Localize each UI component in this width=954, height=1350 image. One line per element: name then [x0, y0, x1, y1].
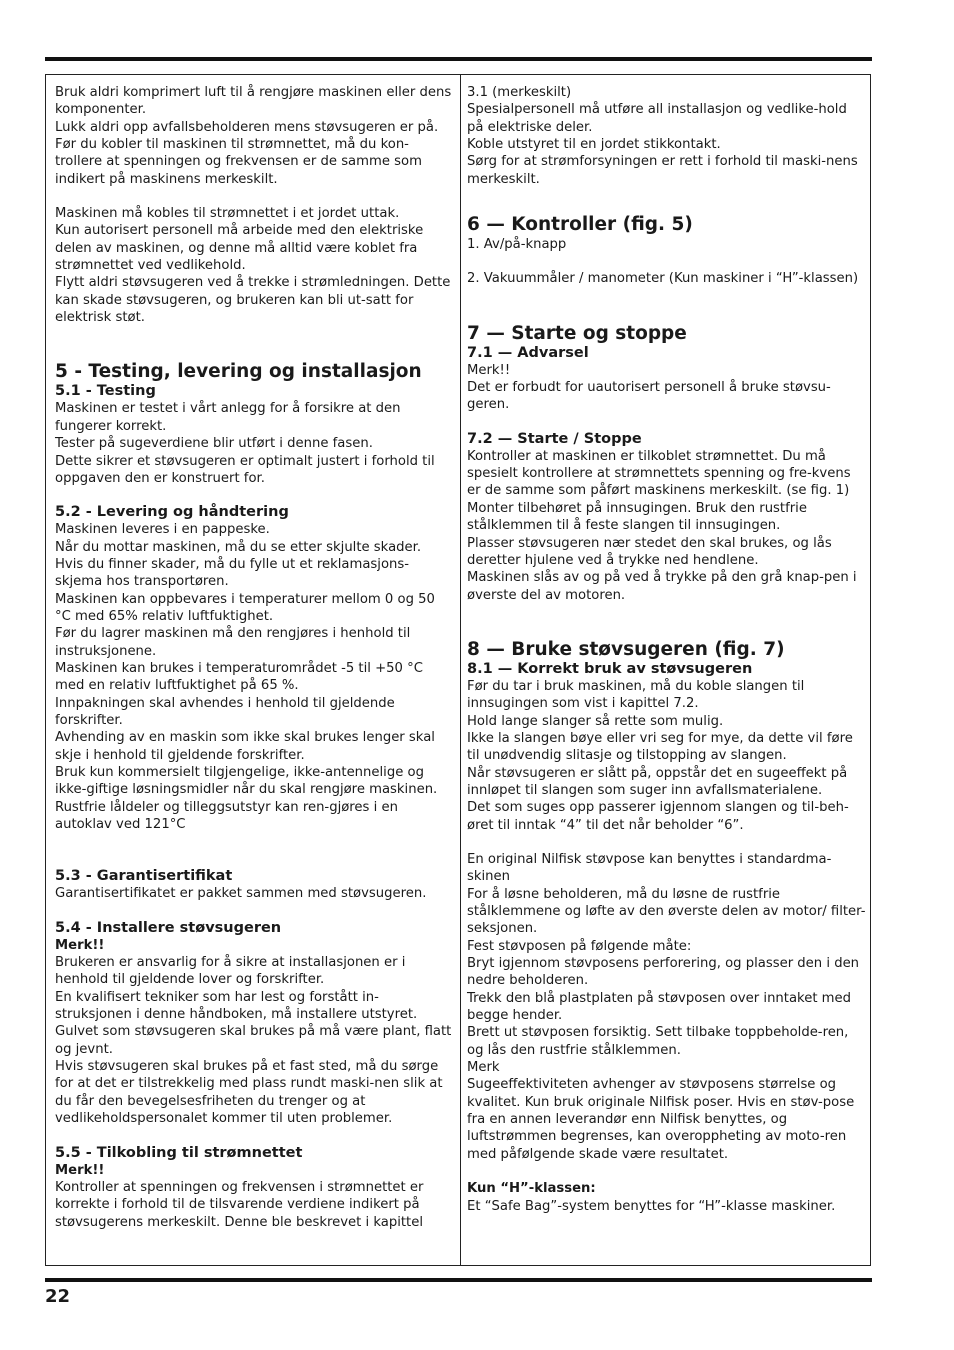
column-divider — [460, 75, 461, 1265]
paragraph: Hvis støvsugeren skal brukes på et fast sted, må du sørge for at det er tilstrekkelig med plass rundt maski-nen slik at du får den bevegelsesfriheten du trenger og at vedlikeholdspersonalet kommer til uten problemer. — [55, 1059, 443, 1127]
subsection-heading-5-2: 5.2 - Levering og håndtering — [55, 504, 289, 521]
subsection-heading-5-3: 5.3 - Garantisertifikat — [55, 868, 233, 885]
paragraph: Maskinen slås av og på ved å trykke på den grå knap-pen i øverste del av motoren. — [467, 570, 857, 603]
right-column — [467, 84, 867, 1215]
paragraph: Maskinen må kobles til strømnettet i et jordet uttak. — [55, 206, 400, 222]
paragraph: Et “Safe Bag”-system benyttes for “H”-klasse maskiner. — [467, 1198, 836, 1214]
paragraph: Det er forbudt for uautorisert personell å bruke støvsu-geren. — [467, 380, 831, 413]
paragraph: Gulvet som støvsugeren skal brukes på må være plant, flatt og jevnt. — [55, 1024, 452, 1057]
paragraph: Hold lange slanger så rette som mulig. — [467, 713, 724, 729]
paragraph: Bruk kun kommersielt tilgjengelige, ikke-antennelige og ikke-giftige løsningsmidler når du skal rengjøre maskinen. Rustfrie låldeler og tilleggsutstyr kan ren-gjøres i en autoklav ved 121°C — [55, 765, 438, 833]
left-column — [55, 84, 453, 1231]
paragraph: Garantisertifikatet er pakket sammen med støvsugeren. — [55, 886, 427, 902]
paragraph: 3.1 (merkeskilt) — [467, 85, 572, 100]
content-frame — [45, 74, 871, 1266]
paragraph: Maskinen kan oppbevares i temperaturer mellom 0 og 50 °C med 65% relativ luftfuktighet. — [55, 591, 435, 624]
paragraph: Dette sikrer et støvsugeren er optimalt justert i forhold til oppgaven den er konstruert for. — [55, 453, 435, 486]
paragraph: Brett ut støvposen forsiktig. Sett tilbake toppbeholde-ren, og lås den rustfrie stålklemmen. — [467, 1025, 849, 1058]
paragraph: Lukk aldri opp avfallsbeholderen mens støvsugeren er på. — [55, 119, 439, 135]
paragraph: Kun autorisert personell må arbeide med den elektriske delen av maskinen, og denne må alltid være koblet fra strømnettet ved vedlikehold. — [55, 223, 424, 274]
paragraph: Ikke la slangen bøye eller vri seg for mye, da dette vil føre til unødvendig slitasje og tilstopping av slangen. — [467, 730, 853, 764]
note-label: Merk!! — [55, 937, 105, 953]
section-heading-7: 7 — Starte og stoppe — [467, 322, 687, 344]
paragraph: Merk!! — [467, 362, 511, 378]
paragraph: Merk — [467, 1060, 500, 1076]
paragraph: Kontroller at spenningen og frekvensen i strømnettet er korrekte i forhold til de tilsvarende verdiene indikert på støvsugerens merkeskilt. Denne ble beskrevet i kapittel — [55, 1179, 424, 1230]
list-item: 2. Vakuummåler / manometer (Kun maskiner i “H”-klassen) — [467, 271, 859, 287]
paragraph: Bryt igjennom støvposens perforering, og plasser den i den nedre beholderen. — [467, 956, 860, 989]
note-label: Merk!! — [55, 1162, 105, 1178]
section-heading-5: 5 - Testing, levering og installasjon — [55, 361, 422, 383]
paragraph: Maskinen kan brukes i temperaturområdet -5 til +50 °C med en relativ luftfuktighet på 65 %. — [55, 660, 423, 694]
paragraph: Tester på sugeverdiene blir utført i denne fasen. — [55, 436, 373, 452]
paragraph: Bruk aldri komprimert luft til å rengjøre maskinen eller dens komponenter. — [55, 85, 452, 118]
paragraph: Hvis du finner skader, må du fylle ut et reklamasjons-skjema hos transportøren. — [55, 556, 409, 590]
subsection-heading-5-1: 5.1 - Testing — [55, 383, 156, 400]
subsection-heading-8-1: 8.1 — Korrekt bruk av støvsugeren — [467, 660, 753, 677]
paragraph: Når du mottar maskinen, må du se etter skjulte skader. — [55, 539, 422, 555]
paragraph: Koble utstyret til en jordet stikkontakt. — [467, 137, 721, 153]
paragraph: Innpakningen skal avhendes i henhold til gjeldende forskrifter. — [55, 695, 395, 728]
paragraph: For å løsne beholderen, må du løsne de rustfrie stålklemmene og løfte av den øverste delen av motor/ filter-seksjonen. — [467, 886, 866, 937]
list-item: 1. Av/på-knapp — [467, 237, 567, 253]
paragraph: Avhending av en maskin som ikke skal brukes lenger skal skje i henhold til gjeldende forskrifter. — [55, 730, 435, 763]
paragraph: Det som suges opp passerer igjennom slangen og til-behøret til inntak “4” til det når beholder “6”. — [467, 800, 849, 833]
top-rule — [45, 57, 872, 61]
subsection-heading-5-5: 5.5 - Tilkobling til strømnettet — [55, 1144, 303, 1161]
paragraph: Monter tilbehøret på innsugingen. Bruk den rustfrie stålklemmen til å feste slangen til innsugingen. — [467, 500, 807, 534]
paragraph: Sugeeffektiviteten avhenger av støvposens størrelse og kvalitet. Kun bruk originale Nilfisk poser. Hvis en støv-pose fra en annen leverandør enn Nilfisk benyttes, og luftstrømmen begrenses, kan overoppheting av moto-ren med påfølgende skade være resultatet. — [467, 1077, 855, 1162]
paragraph: Før du lagrer maskinen må den rengjøres i henhold til instruksjonene. — [55, 626, 411, 659]
section-heading-6: 6 — Kontroller (fig. 5) — [467, 214, 693, 236]
paragraph: Plasser støvsugeren nær stedet den skal brukes, og lås deretter hjulene ved å trykke ned hendlene. — [467, 535, 832, 568]
paragraph: En kvalifisert tekniker som har lest og forstått in-struksjonen i denne håndboken, må installere utstyret. — [55, 989, 418, 1023]
section-heading-8: 8 — Bruke støvsugeren (fig. 7) — [467, 638, 785, 660]
page-number: 22 — [45, 1286, 71, 1307]
subsection-heading-7-1: 7.1 — Advarsel — [467, 344, 589, 361]
paragraph: Spesialpersonell må utføre all installasjon og vedlike-hold på elektriske deler. — [467, 102, 847, 135]
paragraph: Brukeren er ansvarlig for å sikre at installasjonen er i henhold til gjeldende lover og forskrifter. — [55, 955, 406, 988]
paragraph: Trekk den blå plastplaten på støvposen over inntaket med begge hender. — [467, 990, 852, 1024]
paragraph: Kontroller at maskinen er tilkoblet strømnettet. Du må spesielt kontrollere at strømnettets spenning og fre-kvens er de samme som påført maskinens merkeskilt. (se fig. 1) — [467, 448, 851, 499]
paragraph: Før du tar i bruk maskinen, må du koble slangen til innsugingen som vist i kapittel 7.2. — [467, 678, 805, 712]
paragraph: Sørg for at strømforsyningen er rett i forhold til maski-nens merkeskilt. — [467, 154, 858, 187]
paragraph: Før du kobler til maskinen til strømnettet, må du kon-trollere at spenningen og frekvensen er de samme som indikert på maskinens merkeskilt. — [55, 137, 422, 187]
paragraph: Maskinen leveres i en pappeske. — [55, 522, 270, 538]
paragraph: Fest støvposen på følgende måte: — [467, 938, 692, 954]
paragraph: En original Nilfisk støvpose kan benyttes i standardma-skinen — [467, 851, 832, 885]
hclass-heading: Kun “H”-klassen: — [467, 1181, 596, 1197]
subsection-heading-7-2: 7.2 — Starte / Stoppe — [467, 430, 642, 447]
subsection-heading-5-4: 5.4 - Installere støvsugeren — [55, 919, 282, 936]
paragraph: Flytt aldri støvsugeren ved å trekke i strømledningen. Dette kan skade støvsugeren, og brukeren kan bli ut-satt for elektrisk støt. — [55, 275, 451, 326]
bottom-rule — [45, 1278, 872, 1282]
paragraph: Maskinen er testet i vårt anlegg for å forsikre at den fungerer korrekt. — [55, 401, 401, 434]
paragraph: Når støvsugeren er slått på, oppstår det en sugeeffekt på innløpet til slangen som suger inn avfallsmaterialene. — [467, 765, 848, 798]
